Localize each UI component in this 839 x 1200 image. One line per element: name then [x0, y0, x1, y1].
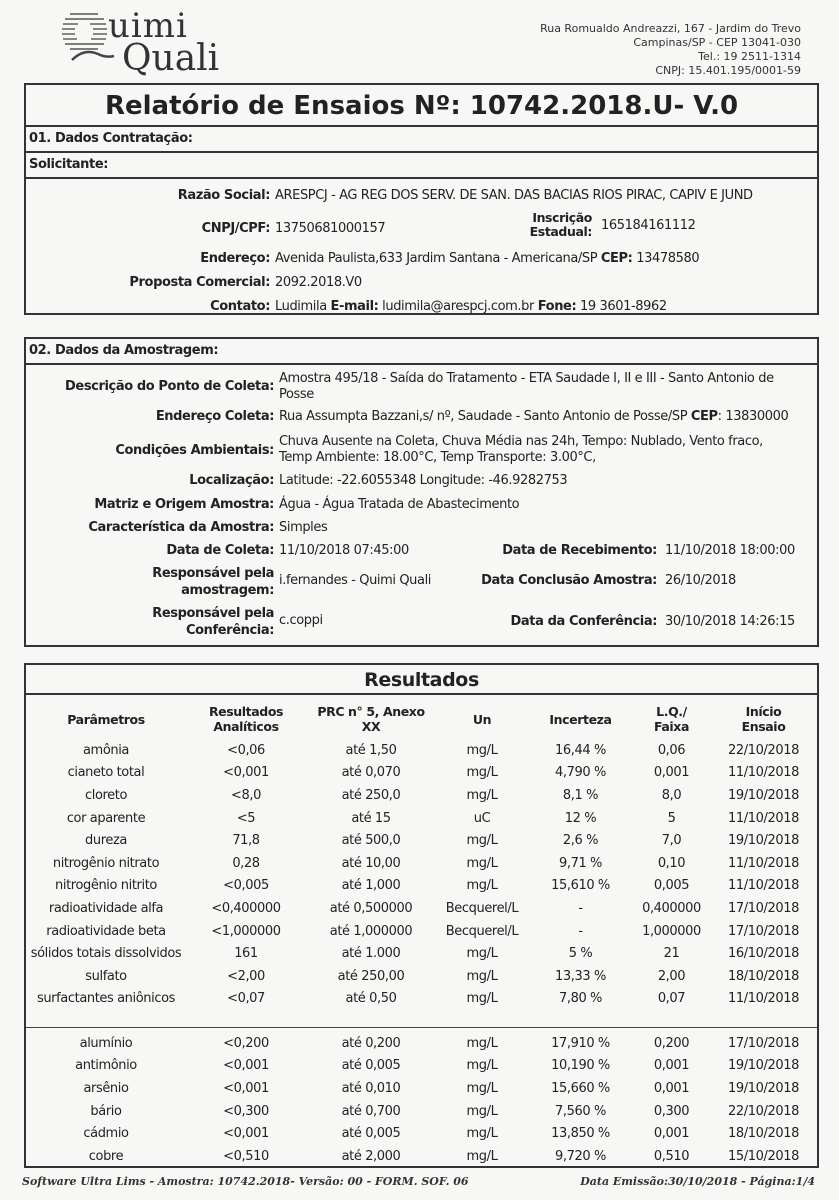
table-cell: surfactantes aniônicos	[36, 991, 176, 1007]
table-cell: até 1,000	[341, 878, 401, 894]
report-title: Relatório de Ensaios Nº: 10742.2018.U- V.0	[24, 83, 819, 127]
table-cell: até 1.000	[341, 946, 401, 962]
table-cell: mg/L	[466, 855, 498, 871]
table-cell: 4,790 %	[555, 765, 606, 781]
table-cell: mg/L	[466, 1058, 498, 1074]
table-cell: 15/10/2018	[728, 1148, 799, 1164]
table-cell: mg/L	[466, 946, 498, 962]
table-cell: até 1,000000	[329, 923, 413, 939]
table-cell: 15,610 %	[551, 878, 610, 894]
table-cell: 7,560 %	[555, 1103, 606, 1119]
table-row	[26, 1055, 817, 1078]
logo-text-line2: Quali	[122, 38, 220, 79]
table-cell: <0,06	[227, 742, 265, 758]
table-cell: 5	[667, 810, 676, 826]
company-logo	[58, 4, 238, 80]
table-cell: <2,00	[227, 968, 265, 984]
address-city: Campinas/SP - CEP 13041-030	[633, 36, 801, 49]
table-cell: 0,001	[653, 1058, 690, 1074]
table-cell: <0,005	[223, 878, 269, 894]
table-cell: 0,400000	[642, 900, 701, 916]
matriz-value: Água - Água Tratada de Abastecimento	[279, 497, 520, 512]
descricao-line2: Posse	[279, 387, 314, 402]
footer-software-info: Software Ultra Lims - Amostra: 10742.2018- Versão: 00 - FORM. SOF. 06	[22, 1175, 469, 1188]
table-cell: 11/10/2018	[728, 878, 799, 894]
table-cell: <0,001	[223, 1126, 269, 1142]
col-label-line1: PRC n° 5, Anexo	[317, 704, 425, 719]
resp-amostragem-label	[152, 565, 274, 599]
table-cell: 13,33 %	[555, 968, 606, 984]
table-cell: até 0,500000	[329, 900, 413, 916]
table-cell: mg/L	[466, 742, 498, 758]
contato-value	[275, 299, 667, 314]
results-title: Resultados	[26, 665, 817, 695]
table-row	[26, 1032, 817, 1055]
table-cell: 2,00	[657, 968, 686, 984]
contato-name: Ludimila	[275, 299, 327, 314]
table-cell: sólidos totais dissolvidos	[30, 946, 182, 962]
table-cell: 0,510	[653, 1148, 690, 1164]
data-conclusao-value: 26/10/2018	[665, 573, 736, 588]
table-row	[26, 784, 817, 807]
solicitante-heading: Solicitante:	[26, 153, 817, 179]
inscricao-label-line1: Inscrição	[532, 210, 592, 225]
resp-conferencia-label	[152, 605, 274, 639]
col-lq-faixa	[633, 701, 710, 737]
table-cell: <0,001	[223, 765, 269, 781]
fone-label: Fone:	[537, 299, 577, 314]
col-parametros	[26, 701, 186, 737]
table-row	[26, 1077, 817, 1100]
table-cell: 0,06	[657, 742, 686, 758]
col-label: Un	[472, 711, 492, 727]
table-cell: 0,001	[653, 765, 690, 781]
table-cell: 13,850 %	[551, 1126, 610, 1142]
cep-label: CEP:	[600, 251, 633, 266]
table-row	[26, 852, 817, 875]
col-inicio-ensaio	[710, 701, 817, 737]
endereco-value	[275, 251, 699, 266]
address-cnpj: CNPJ: 15.401.195/0001-59	[655, 64, 801, 77]
table-cell: mg/L	[466, 765, 498, 781]
table-cell: cobre	[88, 1148, 124, 1164]
table-cell: 17/10/2018	[728, 923, 799, 939]
table-cell: 12 %	[564, 810, 597, 826]
contato-label: Contato:	[210, 299, 270, 314]
table-header-row	[26, 701, 817, 737]
table-cell: <0,200	[223, 1035, 269, 1051]
data-coleta-value: 11/10/2018 07:45:00	[279, 543, 409, 558]
resp-amostragem-label-line2: amostragem:	[181, 583, 274, 598]
group2-body	[26, 1032, 817, 1168]
table-cell: 11/10/2018	[728, 991, 799, 1007]
table-cell: <0,001	[223, 1080, 269, 1096]
table-cell: 7,0	[661, 833, 682, 849]
table-cell: 8,1 %	[562, 787, 599, 803]
table-cell: 11/10/2018	[728, 765, 799, 781]
table-cell: cádmio	[83, 1126, 129, 1142]
table-cell: 15,660 %	[551, 1080, 610, 1096]
table-cell: até 0,700	[341, 1103, 401, 1119]
condicoes-line2: Temp Ambiente: 18.00°C, Temp Transporte: 3.00°C,	[279, 450, 596, 465]
table-row	[26, 762, 817, 785]
resp-conferencia-label-line1: Responsável pela	[152, 606, 274, 621]
table-cell: 0,10	[657, 855, 686, 871]
table-cell: mg/L	[466, 991, 498, 1007]
table-cell: 0,200	[653, 1035, 690, 1051]
table-cell: -	[578, 923, 583, 939]
table-cell: 9,71 %	[558, 855, 603, 871]
matriz-label: Matriz e Origem Amostra:	[94, 497, 274, 512]
table-cell: 2,6 %	[562, 833, 599, 849]
table-row	[26, 942, 817, 965]
table-cell: 0,300	[653, 1103, 690, 1119]
table-cell: alumínio	[79, 1035, 133, 1051]
table-cell: 18/10/2018	[728, 968, 799, 984]
table-cell: até 0,010	[341, 1080, 401, 1096]
table-cell: até 10,00	[341, 855, 401, 871]
table-cell: radioatividade beta	[46, 923, 166, 939]
table-cell: até 500,0	[341, 833, 401, 849]
col-un	[436, 701, 528, 737]
table-cell: 161	[234, 946, 258, 962]
table-cell: <1,000000	[211, 923, 281, 939]
address-phone: Tel.: 19 2511-1314	[698, 50, 801, 63]
endereco-coleta-value	[279, 409, 788, 424]
data-recebimento-label: Data de Recebimento:	[502, 543, 657, 558]
cep-value: 13478580	[636, 251, 700, 266]
table-cell: cianeto total	[67, 765, 145, 781]
footer-emission-page: Data Emissão:30/10/2018 - Página:1/4	[580, 1175, 815, 1188]
table-cell: 19/10/2018	[728, 833, 799, 849]
logo-text-line1: uimi	[108, 6, 188, 46]
table-cell: 0,001	[653, 1080, 690, 1096]
endereco-coleta-text: Rua Assumpta Bazzani,s/ nº, Saudade - Santo Antonio de Posse/SP	[279, 409, 688, 424]
table-cell: mg/L	[466, 1126, 498, 1142]
table-row	[26, 807, 817, 830]
col-label-line1: L.Q./	[656, 704, 687, 719]
proposta-label: Proposta Comercial:	[129, 275, 270, 290]
descricao-line1: Amostra 495/18 - Saída do Tratamento - ETA Saudade I, II e III - Santo Antonio de	[279, 371, 774, 386]
table-cell: 19/10/2018	[728, 1080, 799, 1096]
table-cell: Becquerel/L	[445, 900, 519, 916]
col-label-line2: Ensaio	[741, 719, 786, 734]
table-cell: <0,400000	[211, 900, 281, 916]
company-address	[540, 22, 801, 78]
table-cell: uC	[473, 810, 491, 826]
table-row	[26, 897, 817, 920]
col-label-line1: Resultados	[208, 704, 284, 719]
table-row	[26, 1122, 817, 1145]
resp-amostragem-label-line1: Responsável pela	[152, 566, 274, 581]
razao-social-value: ARESPCJ - AG REG DOS SERV. DE SAN. DAS BACIAS RIOS PIRAC, CAPIV E JUND	[275, 188, 753, 203]
table-cell: 19/10/2018	[728, 1058, 799, 1074]
table-cell: -	[578, 900, 583, 916]
table-row	[26, 1145, 817, 1168]
table-cell: 7,80 %	[558, 991, 603, 1007]
table-cell: 22/10/2018	[728, 1103, 799, 1119]
table-cell: até 250,00	[337, 968, 405, 984]
data-conferencia-label: Data da Conferência:	[510, 614, 657, 629]
condicoes-label: Condições Ambientais:	[115, 443, 274, 458]
table-cell: 18/10/2018	[728, 1126, 799, 1142]
table-cell: cloreto	[84, 787, 128, 803]
table-cell: até 0,50	[345, 991, 397, 1007]
data-conferencia-value: 30/10/2018 14:26:15	[665, 614, 795, 629]
table-cell: mg/L	[466, 968, 498, 984]
inscricao-estadual-value: 165184161112	[601, 218, 696, 233]
caracteristica-label: Característica da Amostra:	[88, 520, 274, 535]
table-cell: arsênio	[83, 1080, 129, 1096]
cep-value: : 13830000	[717, 409, 789, 424]
table-cell: mg/L	[466, 787, 498, 803]
table-cell: 11/10/2018	[728, 855, 799, 871]
table-cell: antimônio	[75, 1058, 137, 1074]
cep-label: CEP	[690, 409, 718, 424]
table-cell: até 0,070	[341, 765, 401, 781]
table-cell: 17/10/2018	[728, 1035, 799, 1051]
table-cell: amônia	[82, 742, 129, 758]
group1-body	[26, 739, 817, 1010]
endereco-coleta-label: Endereço Coleta:	[155, 409, 274, 424]
section-heading: 01. Dados Contratação:	[26, 127, 817, 153]
inscricao-label-line2: Estadual:	[529, 224, 592, 239]
col-label: Parâmetros	[67, 711, 145, 727]
data-conclusao-label: Data Conclusão Amostra:	[481, 573, 657, 588]
table-cell: <0,510	[223, 1148, 269, 1164]
results-table-group2	[26, 1032, 817, 1168]
table-cell: sulfato	[85, 968, 127, 984]
condicoes-value	[279, 434, 763, 466]
localizacao-value: Latitude: -22.6055348 Longitude: -46.9282753	[279, 473, 568, 488]
table-cell: 0,28	[232, 855, 260, 871]
resp-conferencia-value: c.coppi	[279, 613, 323, 628]
table-cell: até 2,000	[341, 1148, 401, 1164]
table-row	[26, 829, 817, 852]
col-resultados	[186, 701, 306, 737]
descricao-value	[279, 371, 774, 403]
cnpj-value: 13750681000157	[275, 221, 386, 236]
caracteristica-value: Simples	[279, 520, 328, 535]
data-coleta-label: Data de Coleta:	[166, 543, 274, 558]
table-row	[26, 739, 817, 762]
cnpj-label: CNPJ/CPF:	[201, 221, 270, 236]
table-cell: radioatividade alfa	[48, 900, 164, 916]
table-cell: 1,000000	[642, 923, 701, 939]
results-table-header	[26, 701, 817, 737]
address-line: Rua Romualdo Andreazzi, 167 - Jardim do Trevo	[540, 22, 801, 35]
table-row	[26, 920, 817, 943]
razao-social-label: Razão Social:	[177, 188, 270, 203]
table-cell: mg/L	[466, 1148, 498, 1164]
table-cell: até 0,200	[341, 1035, 401, 1051]
table-row	[26, 965, 817, 988]
table-cell: 0,005	[653, 878, 690, 894]
table-row	[26, 988, 817, 1011]
table-cell: dureza	[85, 833, 127, 849]
results-table-group1	[26, 739, 817, 1010]
table-cell: até 0,005	[341, 1126, 401, 1142]
endereco-label: Endereço:	[200, 251, 270, 266]
table-cell: Becquerel/L	[445, 923, 519, 939]
col-label-line1: Início	[745, 704, 782, 719]
table-cell: 17/10/2018	[728, 900, 799, 916]
table-cell: <0,07	[227, 991, 265, 1007]
col-label-line2: XX	[361, 719, 381, 734]
proposta-value: 2092.2018.V0	[275, 275, 362, 290]
email-link[interactable]: ludimila@arespcj.com.br	[382, 299, 534, 314]
table-cell: 19/10/2018	[728, 787, 799, 803]
table-row	[26, 875, 817, 898]
descricao-label: Descrição do Ponto de Coleta:	[65, 379, 274, 394]
localizacao-label: Localização:	[189, 473, 274, 488]
col-prc	[306, 701, 436, 737]
table-cell: 16,44 %	[555, 742, 606, 758]
table-cell: 16/10/2018	[728, 946, 799, 962]
table-cell: 0,07	[657, 991, 686, 1007]
col-label: Incerteza	[549, 711, 612, 727]
table-cell: <5	[236, 810, 256, 826]
table-cell: <0,300	[223, 1103, 269, 1119]
table-cell: 22/10/2018	[728, 742, 799, 758]
col-incerteza	[528, 701, 633, 737]
col-label-line2: Analíticos	[213, 719, 279, 734]
fone-value: 19 3601-8962	[580, 299, 667, 314]
table-cell: 8,0	[661, 787, 682, 803]
table-cell: <0,001	[223, 1058, 269, 1074]
endereco-text: Avenida Paulista,633 Jardim Santana - Americana/SP	[275, 251, 598, 266]
table-cell: mg/L	[466, 1080, 498, 1096]
table-cell: até 15	[351, 810, 391, 826]
table-cell: 21	[663, 946, 680, 962]
table-row	[26, 1100, 817, 1123]
table-cell: <8,0	[231, 787, 261, 803]
data-recebimento-value: 11/10/2018 18:00:00	[665, 543, 795, 558]
table-cell: 71,8	[232, 833, 260, 849]
resp-conferencia-label-line2: Conferência:	[185, 623, 274, 638]
table-cell: 17,910 %	[551, 1035, 610, 1051]
table-cell: até 250,0	[341, 787, 401, 803]
section-resultados	[24, 663, 819, 1168]
table-cell: até 0,005	[341, 1058, 401, 1074]
table-cell: cor aparente	[66, 810, 146, 826]
table-cell: até 1,50	[345, 742, 397, 758]
table-cell: mg/L	[466, 1035, 498, 1051]
group-separator	[26, 1027, 817, 1028]
table-cell: nitrogênio nitrato	[52, 855, 160, 871]
table-cell: 11/10/2018	[728, 810, 799, 826]
table-cell: 10,190 %	[551, 1058, 610, 1074]
table-cell: bário	[90, 1103, 122, 1119]
resp-amostragem-value: i.fernandes - Quimi Quali	[279, 573, 432, 588]
table-cell: 9,720 %	[555, 1148, 606, 1164]
section-dados-amostragem	[24, 337, 819, 647]
col-label-line2: Faixa	[653, 719, 690, 734]
section-dados-contratacao	[24, 125, 819, 315]
table-cell: 5 %	[568, 946, 593, 962]
section-heading: 02. Dados da Amostragem:	[26, 339, 817, 365]
condicoes-line1: Chuva Ausente na Coleta, Chuva Média nas 24h, Tempo: Nublado, Vento fraco,	[279, 434, 763, 449]
table-cell: 0,001	[653, 1126, 690, 1142]
table-cell: mg/L	[466, 1103, 498, 1119]
email-label: E-mail:	[330, 299, 379, 314]
table-cell: mg/L	[466, 833, 498, 849]
inscricao-estadual-label	[530, 211, 592, 239]
table-cell: nitrogênio nitrito	[55, 878, 157, 894]
table-cell: mg/L	[466, 878, 498, 894]
